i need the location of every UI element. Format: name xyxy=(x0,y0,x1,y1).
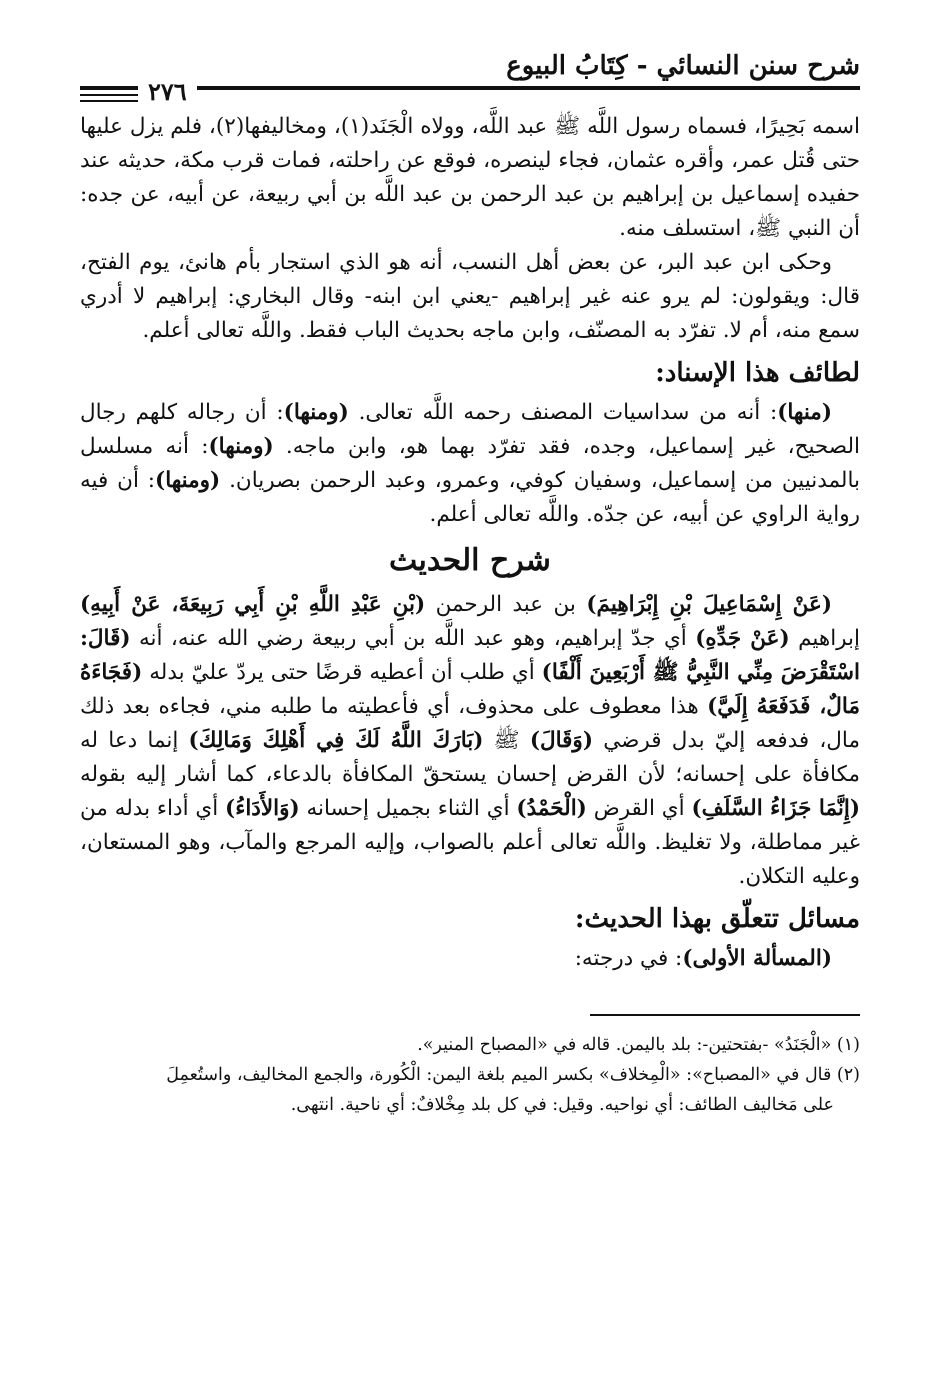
minha-label: (ومنها) xyxy=(208,434,274,459)
commentary-text: أي جدّ إبراهيم، وهو عبد اللَّه بن أبي ربيعة رضي الله عنه، أنه xyxy=(130,626,696,651)
lataif-text: : أن فيه رواية الراوي عن أبيه، عن جدّه. واللَّه تعالى أعلم. xyxy=(80,468,860,527)
main-text xyxy=(80,110,860,1120)
hadith-quote: (فَجَاءَهُ مَالٌ، فَدَفَعَهُ إِلَيَّ) xyxy=(80,660,860,719)
lataif-text: : أن رجاله كلهم رجال الصحيح، غير إسماعيل، وجده، فقد تفرّد بهما هو، وابن ماجه. xyxy=(80,400,860,459)
heading-sharh-al-hadith: شرح الحديث xyxy=(389,543,551,578)
heading-masail: مسائل تتعلّق بهذا الحديث: xyxy=(574,904,860,934)
minha-label: (منها) xyxy=(777,400,832,425)
page-number: ٢٧٦ xyxy=(138,78,197,106)
paragraph-sharh xyxy=(80,588,860,894)
hadith-quote: (الْحَمْدُ) xyxy=(516,796,587,821)
commentary-text: هذا معطوف على محذوف، أي فأعطيته ما طلبه مني، فجاءه بعد ذلك مال، فدفعه إليّ بدل قرضي xyxy=(80,694,860,753)
minha-label: (ومنها) xyxy=(283,400,349,425)
book-page xyxy=(80,40,860,1340)
paragraph-ibn-abd-al-barr: وحكى ابن عبد البر، عن بعض أهل النسب، أنه هو الذي استجار بأم هانئ، يوم الفتح، قال: ويقولون: لم يرو عنه غير إبراهيم -يعني ابن ابنه- وقال البخاري: إبراهيم لا أدري سمع منه، أم لا. تفرّد به المصنّف، وابن ماجه بحديث الباب فقط. واللَّه تعالى أعلم. xyxy=(80,250,860,343)
hadith-quote: (إِنَّمَا جَزَاءُ السَّلَفِ) xyxy=(691,796,861,821)
hadith-quote: (بْنِ عَبْدِ اللَّهِ بْنِ أَبِي رَبِيعَةَ، عَنْ أَبِيهِ) xyxy=(80,592,426,617)
commentary-text: أي القرض xyxy=(586,796,692,821)
commentary-text: بن عبد الرحمن xyxy=(425,592,587,617)
hadith-quote: (وَالأَدَاءُ) xyxy=(225,796,300,821)
commentary-text: إبراهيم xyxy=(789,626,860,651)
commentary-text: أي أداء بدله من غير مماطلة، ولا تغليظ. واللَّه تعالى أعلم بالصواب، وإليه المرجع والمآب، وهو المستعان، وعليه التكلان. xyxy=(80,796,860,889)
footnote-1: (١) «الْجَنَدُ» -بفتحتين-: بلد باليمن. قاله في «المصباح المنير». xyxy=(417,1035,860,1055)
heading-lataif: لطائف هذا الإسناد: xyxy=(655,358,860,388)
hadith-quote: (بَارَكَ اللَّهُ لَكَ فِي أَهْلِكَ وَمَالِكَ) xyxy=(188,728,484,753)
commentary-text: إنما دعا له مكافأة على إحسانه؛ لأن القرض إحسان يستحقّ المكافأة بالدعاء، كما أشار إليه بقوله xyxy=(80,728,860,787)
page-header xyxy=(80,40,860,106)
hadith-quote: (عَنْ جَدِّهِ) xyxy=(695,626,790,651)
running-title: شرح سنن النسائي - كِتَابُ البيوع xyxy=(506,51,860,81)
footnote-2-line-2: على مَخاليف الطائف: أي نواحيه. وقيل: في كل بلد مِخْلافٌ: أي ناحية. انتهى. xyxy=(290,1095,834,1115)
hadith-quote: (عَنْ إِسْمَاعِيلَ بْنِ إِبْرَاهِيمَ) xyxy=(586,592,833,617)
hadith-quote: (وَقَالَ) xyxy=(529,728,593,753)
footnote-separator xyxy=(590,1014,860,1016)
commentary-text: أي الثناء بجميل إحسانه xyxy=(299,796,517,821)
header-rule-thick xyxy=(80,86,860,90)
paragraph-biography: اسمه بَحِيرًا، فسماه رسول اللَّه ﷺ عبد اللَّه، وولاه الْجَنَد(١)، ومخاليفها(٢)، فلم يزل عليها حتى قُتل عمر، وأقره عثمان، فجاء لينصره، فوقع عن راحلته، فمات قرب مكة، حديثه عند حفيده إسماعيل بن إبراهيم بن عبد الرحمن بن عبد اللَّه بن أبي ربيعة، عن أبيه، عن جده: أن النبي ﷺ، استسلف منه. xyxy=(80,114,860,241)
commentary-text: ﷺ xyxy=(483,728,530,753)
masala-text: : في درجته: xyxy=(574,946,683,971)
paragraph-lataif xyxy=(80,396,860,532)
hadith-quote: (قَالَ: اسْتَقْرَضَ مِنِّي النَّبِيُّ ﷺ أَرْبَعِينَ أَلْفًا) xyxy=(80,626,860,685)
footnote-2-line-1: (٢) قال في «المصباح»: «الْمِخلاف» بكسر الميم بلغة اليمن: الْكُورة، والجمع المخاليف، واستُعمِلَ xyxy=(166,1065,860,1085)
masala-label: (المسألة الأولى) xyxy=(682,946,832,971)
lataif-text: : أنه من سداسيات المصنف رحمه اللَّه تعالى. xyxy=(348,400,778,425)
minha-label: (ومنها) xyxy=(155,468,221,493)
paragraph-masala-ula xyxy=(80,942,860,976)
commentary-text: أي طلب أن أعطيه قرضًا حتى يردّ عليّ بدله xyxy=(142,660,542,685)
lataif-text: : أنه مسلسل بالمدنيين من إسماعيل، وسفيان كوفي، وعمرو، وعبد الرحمن بصريان. xyxy=(80,434,861,493)
